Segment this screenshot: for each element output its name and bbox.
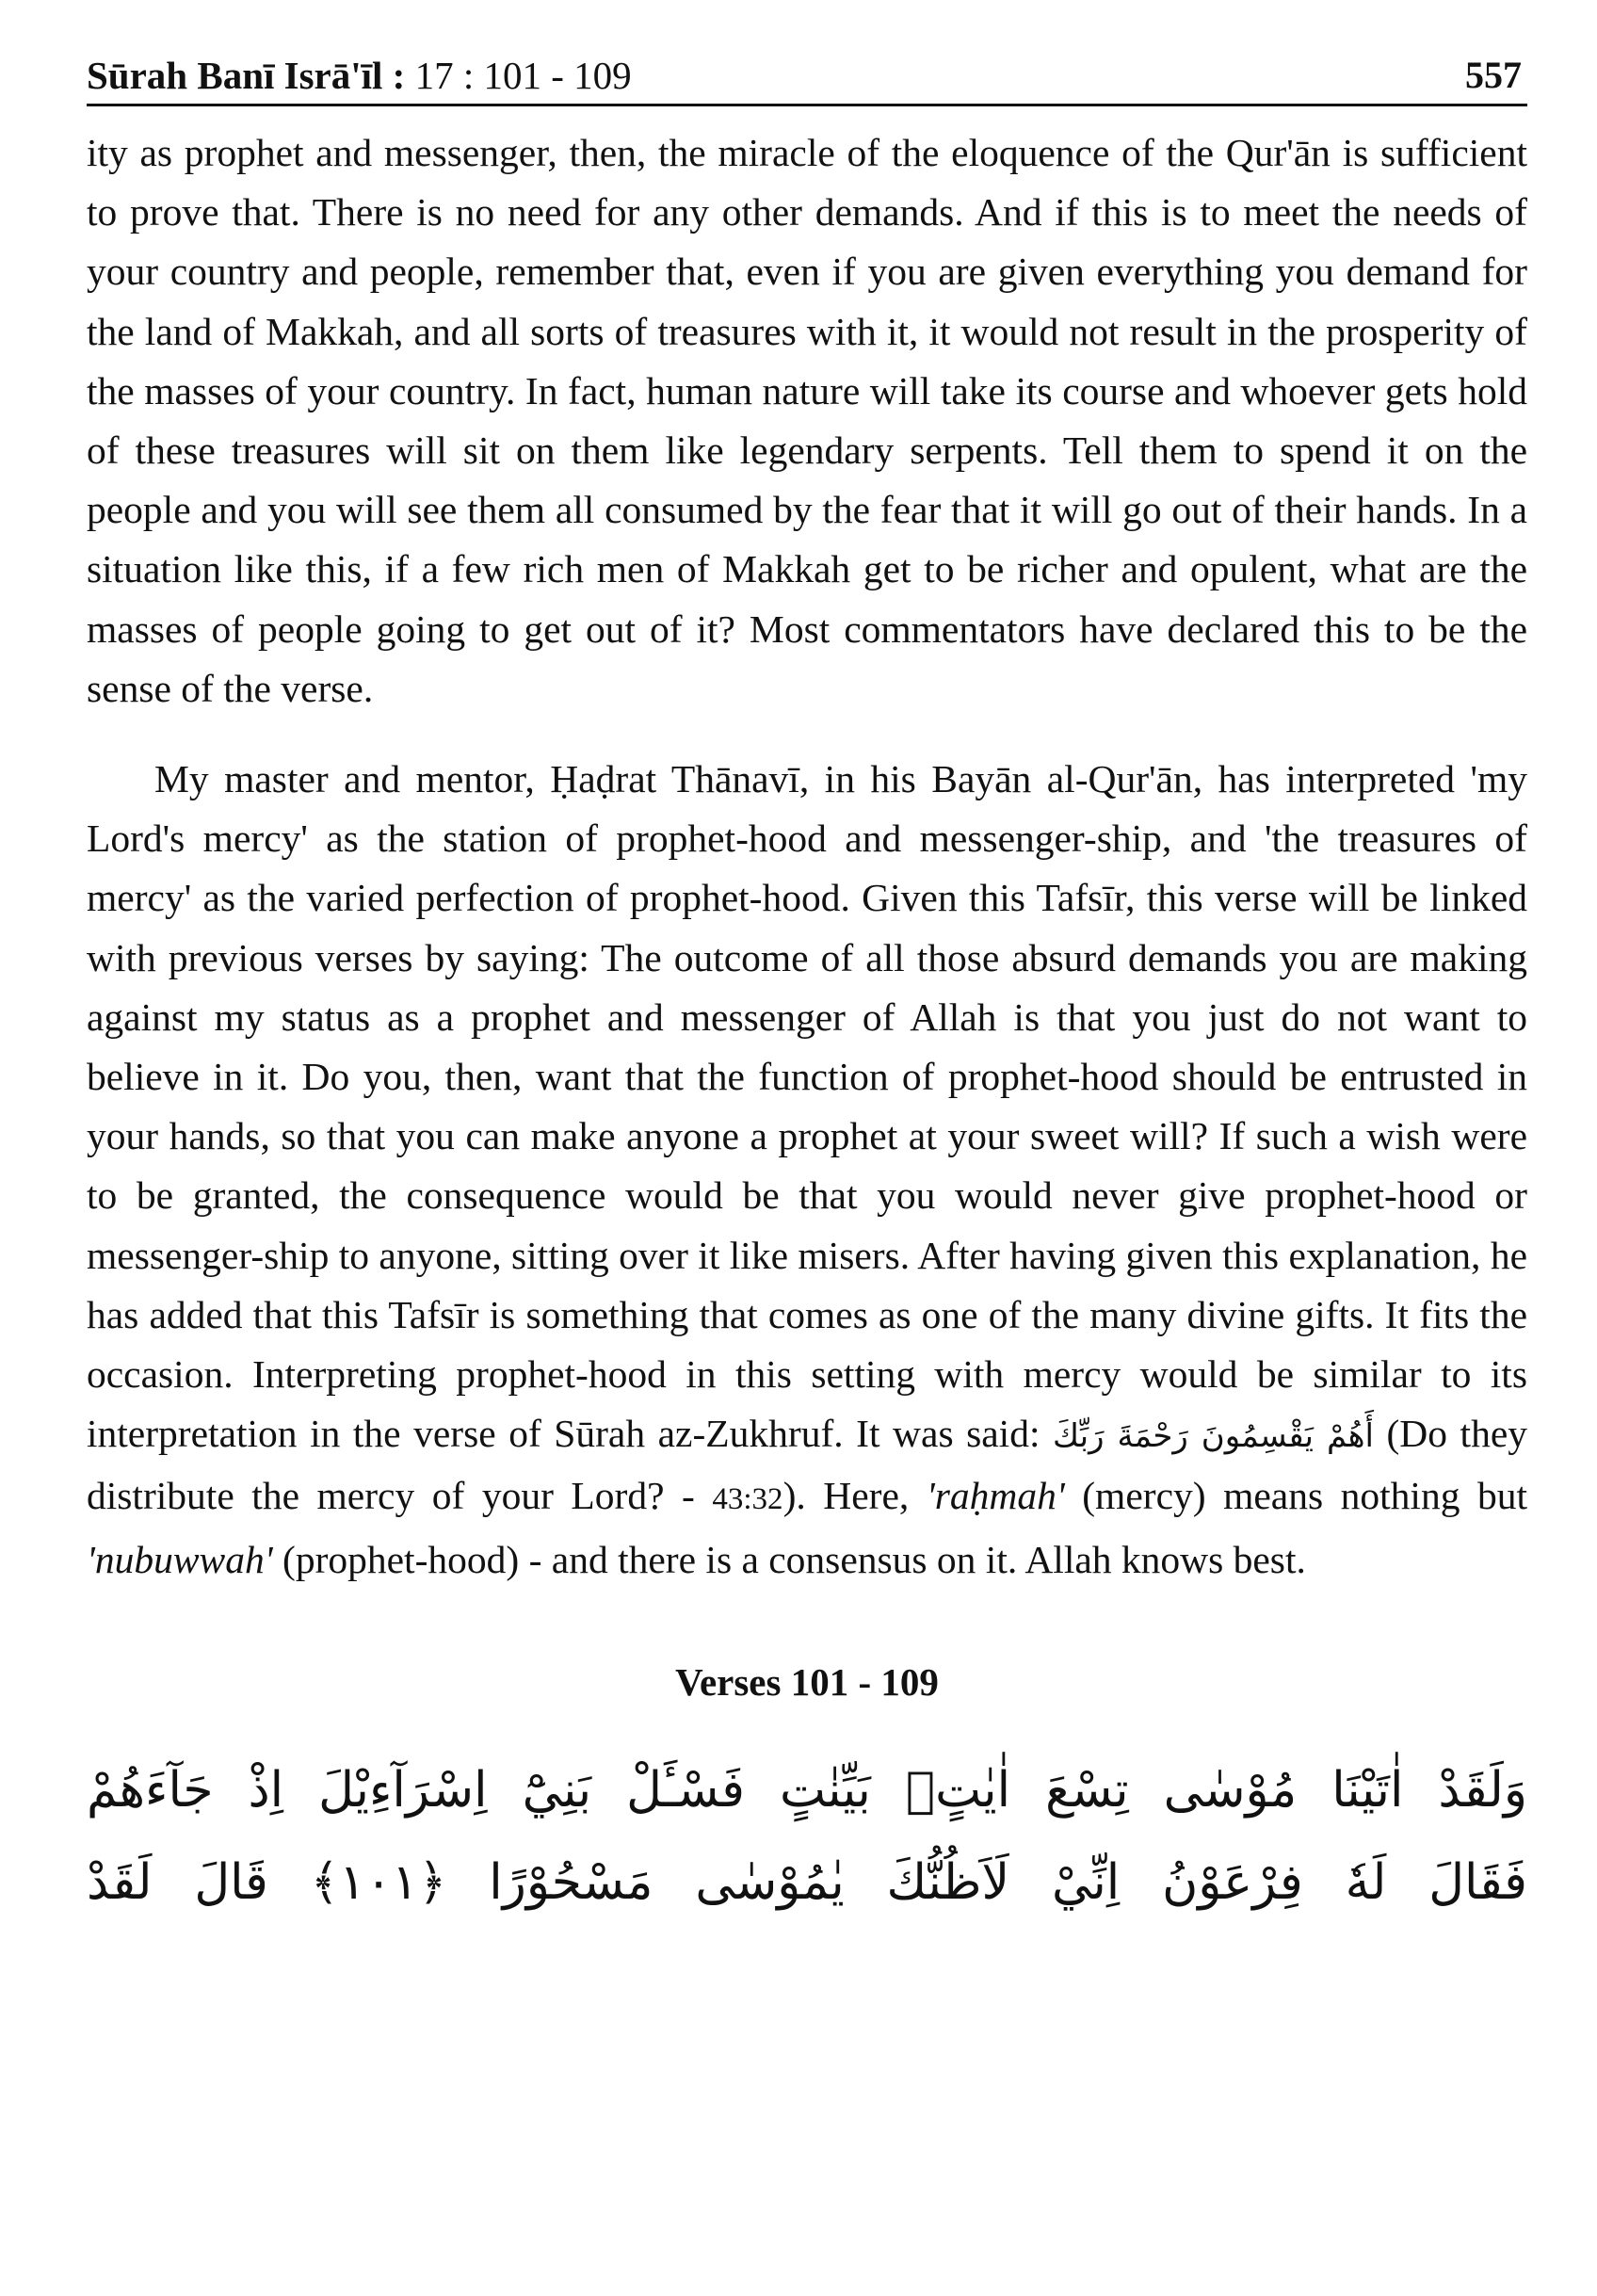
arabic-verse-line-1: وَلَقَدْ اٰتَيْنَا مُوْسٰى تِسْعَ اٰيٰتٍۢ بَيِّنٰتٍ فَسْـَٔلْ بَنِيْٓ اِسْرَآءِيْلَ اِذْ جَآءَهُمْ [87,1761,1527,1819]
body-paragraph-2 [87,750,1527,1590]
verse-range: 17 : 101 - 109 [414,54,632,97]
arabic-verse-line-2: فَقَالَ لَهٗ فِرْعَوْنُ اِنِّيْ لَاَظُنُّكَ يٰمُوْسٰى مَسْحُوْرًا ﴿١٠١﴾ قَالَ لَقَدْ [87,1853,1528,1911]
paragraph-2-text-c: ). Here, [782,1474,910,1518]
paragraph-2-text-a: My master and mentor, Ḥaḍrat Thānavī, in his Bayān al-Qur'ān, has interpreted 'my Lord's mercy' as the station of prophet-hood and messenger-ship, and 'the treasures of mercy' as the varied perfection of prophet-hood. Given this Tafsīr, this verse will be linked with previous verses by saying: The outcome of all those absurd demands you are making against my status as a prophet and messenger of Allah is that you just do not want to believe in it. Do you, then, want that the function of prophet-hood should be entrusted in your hands, so that you can make anyone a prophet at your sweet will? If such a wish were to be granted, the consequence would be that you would never give prophet-hood or messenger-ship to anyone, sitting over it like misers. After having given this explanation, he has added that this Tafsīr is something that comes as one of the many divine gifts. It fits the occasion. Interpreting prophet-hood in this setting with mercy would be similar to its interpretation in the verse of Sūrah az-Zukhruf. It was said: [87,757,1527,1456]
page-number: 557 [1465,54,1522,96]
surah-name: Sūrah Banī Isrā'īl : [87,54,406,97]
verse-reference: 43:32 [712,1482,783,1517]
arabic-verse-block [87,1744,1527,1929]
paragraph-2-text-d: (mercy) means nothing but [1082,1474,1528,1518]
term-rahmah: 'raḥmah' [926,1474,1065,1518]
paragraph-2-text-e: (prophet-hood) - and there is a consensus on it. Allah knows best. [282,1537,1306,1581]
header-title [87,49,632,102]
term-nubuwwah: 'nubuwwah' [87,1537,273,1581]
arabic-inline-quote: أَهُمْ يَقْسِمُونَ رَحْمَةَ رَبِّكَ [1053,1417,1374,1456]
page [87,38,1527,1929]
paragraph-2-text-b: (Do they distribute the mercy of your Lord? - [87,1412,1527,1518]
body-paragraph-1: ity as prophet and messenger, then, the miracle of the eloquence of the Qur'ān is sufficient to prove that. There is no need for any other demands. And if this is to meet the needs of your country and people, remember that, even if you are given everything you demand for the land of Makkah, and all sorts of treasures with it, it would not result in the prosperity of the masses of your country. In fact, human nature will take its course and whoever gets hold of these treasures will sit on them like legendary serpents. Tell them to spend it on the people and you will see them all consumed by the fear that it will go out of their hands. In a situation like this, if a few rich men of Makkah get to be richer and opulent, what are the masses of people going to get out of it? Most commentators have declared this to be the sense of the verse. [87,131,1527,710]
section-heading: Verses 101 - 109 [675,1659,939,1704]
running-header [87,38,1527,106]
